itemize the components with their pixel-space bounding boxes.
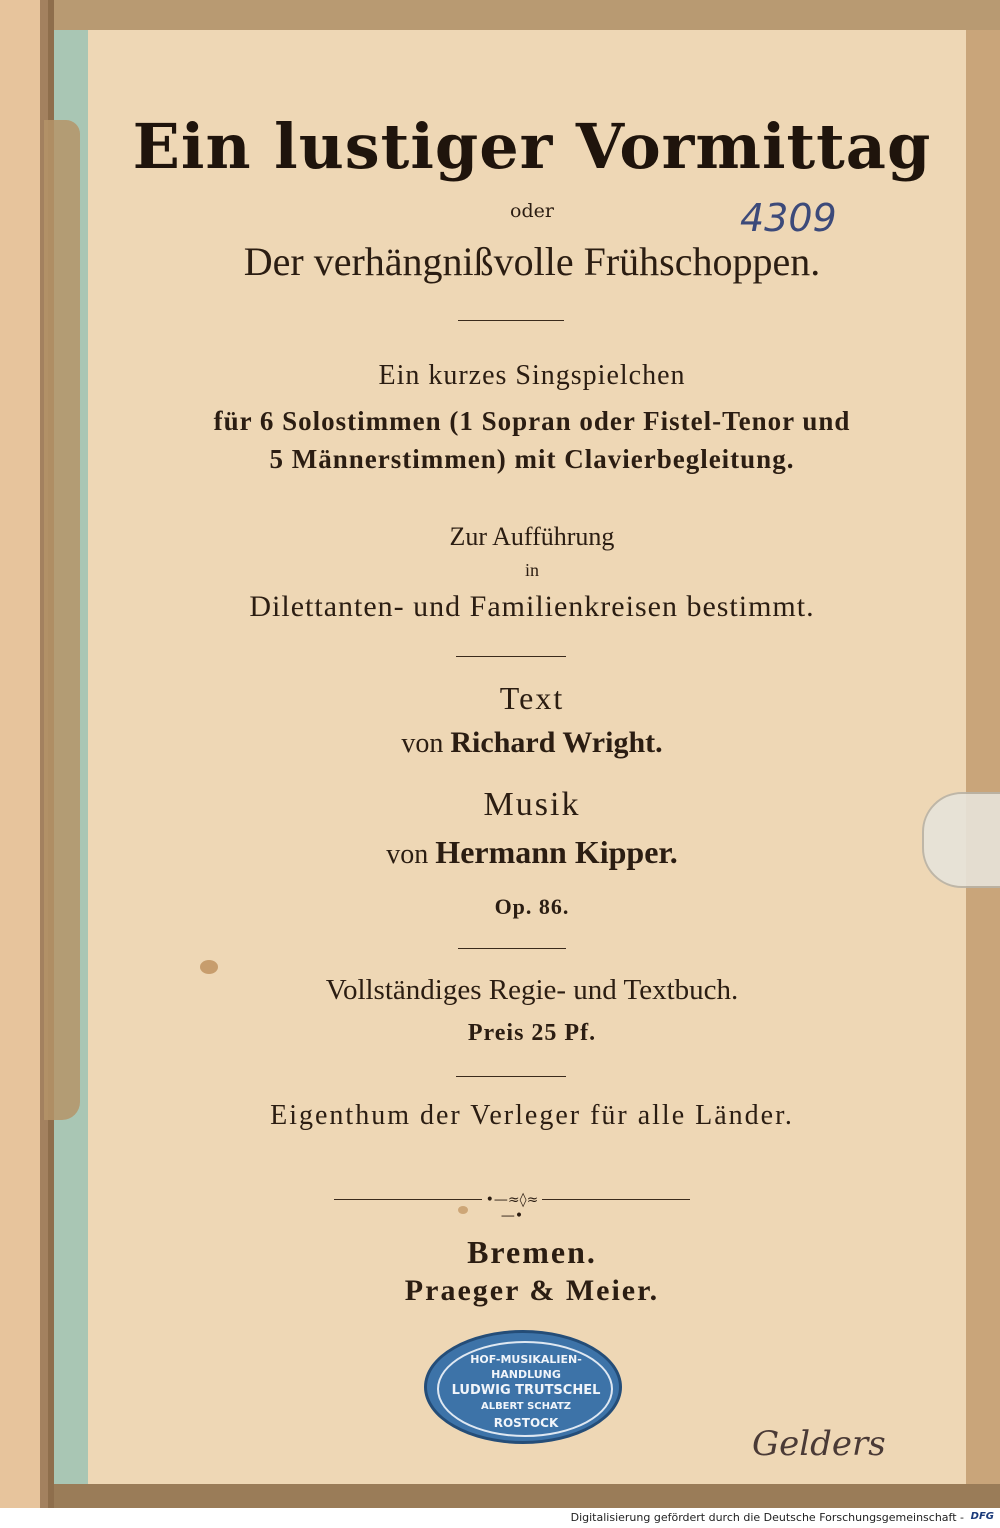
stain [458,1206,468,1214]
divider-rule [458,948,566,949]
digitization-footer [0,1508,1000,1528]
composer-line [88,834,976,871]
library-stamp [424,1330,622,1444]
divider-rule [458,320,564,321]
author-prefix: von [401,728,444,759]
stamp-line-5: ROSTOCK [493,1416,559,1430]
voices-line-1: für 6 Solostimmen (1 Sopran oder Fistel-Tenor und [213,406,851,436]
divider-rule [456,656,566,657]
performance-line-2: in [524,560,539,580]
ornament: •—≈◊≈—• [485,1192,539,1224]
author-line [88,726,976,760]
performance-line-3: Dilettanten- und Familienkreisen bestimmt. [249,590,815,623]
text-heading: Text [499,680,565,716]
ornament-rule-left [334,1199,482,1200]
stamp-line-3: LUDWIG TRUTSCHEL [451,1383,601,1398]
stain [200,960,218,974]
performance-line-1: Zur Aufführung [449,522,615,551]
main-title: Ein lustiger Vormittag [132,110,932,183]
book-note: Vollständiges Regie- und Textbuch. [325,974,739,1006]
stamp-line-2: HANDLUNG [491,1368,561,1381]
composer-prefix: von [386,839,429,870]
footer-credit: Digitalisierung gefördert durch die Deutsche Forschungsgemeinschaft - [570,1511,964,1524]
rights-notice: Eigenthum der Verleger für alle Länder. [270,1100,794,1131]
publisher-name: Praeger & Meier. [404,1274,660,1307]
publisher-city: Bremen. [467,1234,597,1270]
price: Preis 25 Pf. [467,1020,597,1046]
dfg-logo: DFG [970,1511,994,1522]
genre-line: Ein kurzes Singspielchen [378,360,686,391]
opus-number: Op. 86. [494,894,570,919]
subtitle: Der verhängnißvolle Frühschoppen. [243,239,821,284]
author-name: Richard Wright. [450,726,663,759]
handwritten-shelfmark: 4309 [740,196,837,240]
stamp-line-4: ALBERT SCHATZ [480,1401,572,1412]
conjunction: oder [510,200,554,222]
ornament-rule-right [542,1199,690,1200]
voices-line-2: 5 Männerstimmen) mit Clavierbegleitung. [269,444,795,474]
divider-rule [456,1076,566,1077]
spine-tear [44,120,80,1120]
music-heading: Musik [483,786,581,823]
page-bottom-edge [54,1484,1000,1508]
stamp-line-1: HOF-MUSIKALIEN- [470,1353,582,1366]
composer-name: Hermann Kipper. [435,834,678,870]
handwritten-signature: Gelders [752,1424,886,1464]
